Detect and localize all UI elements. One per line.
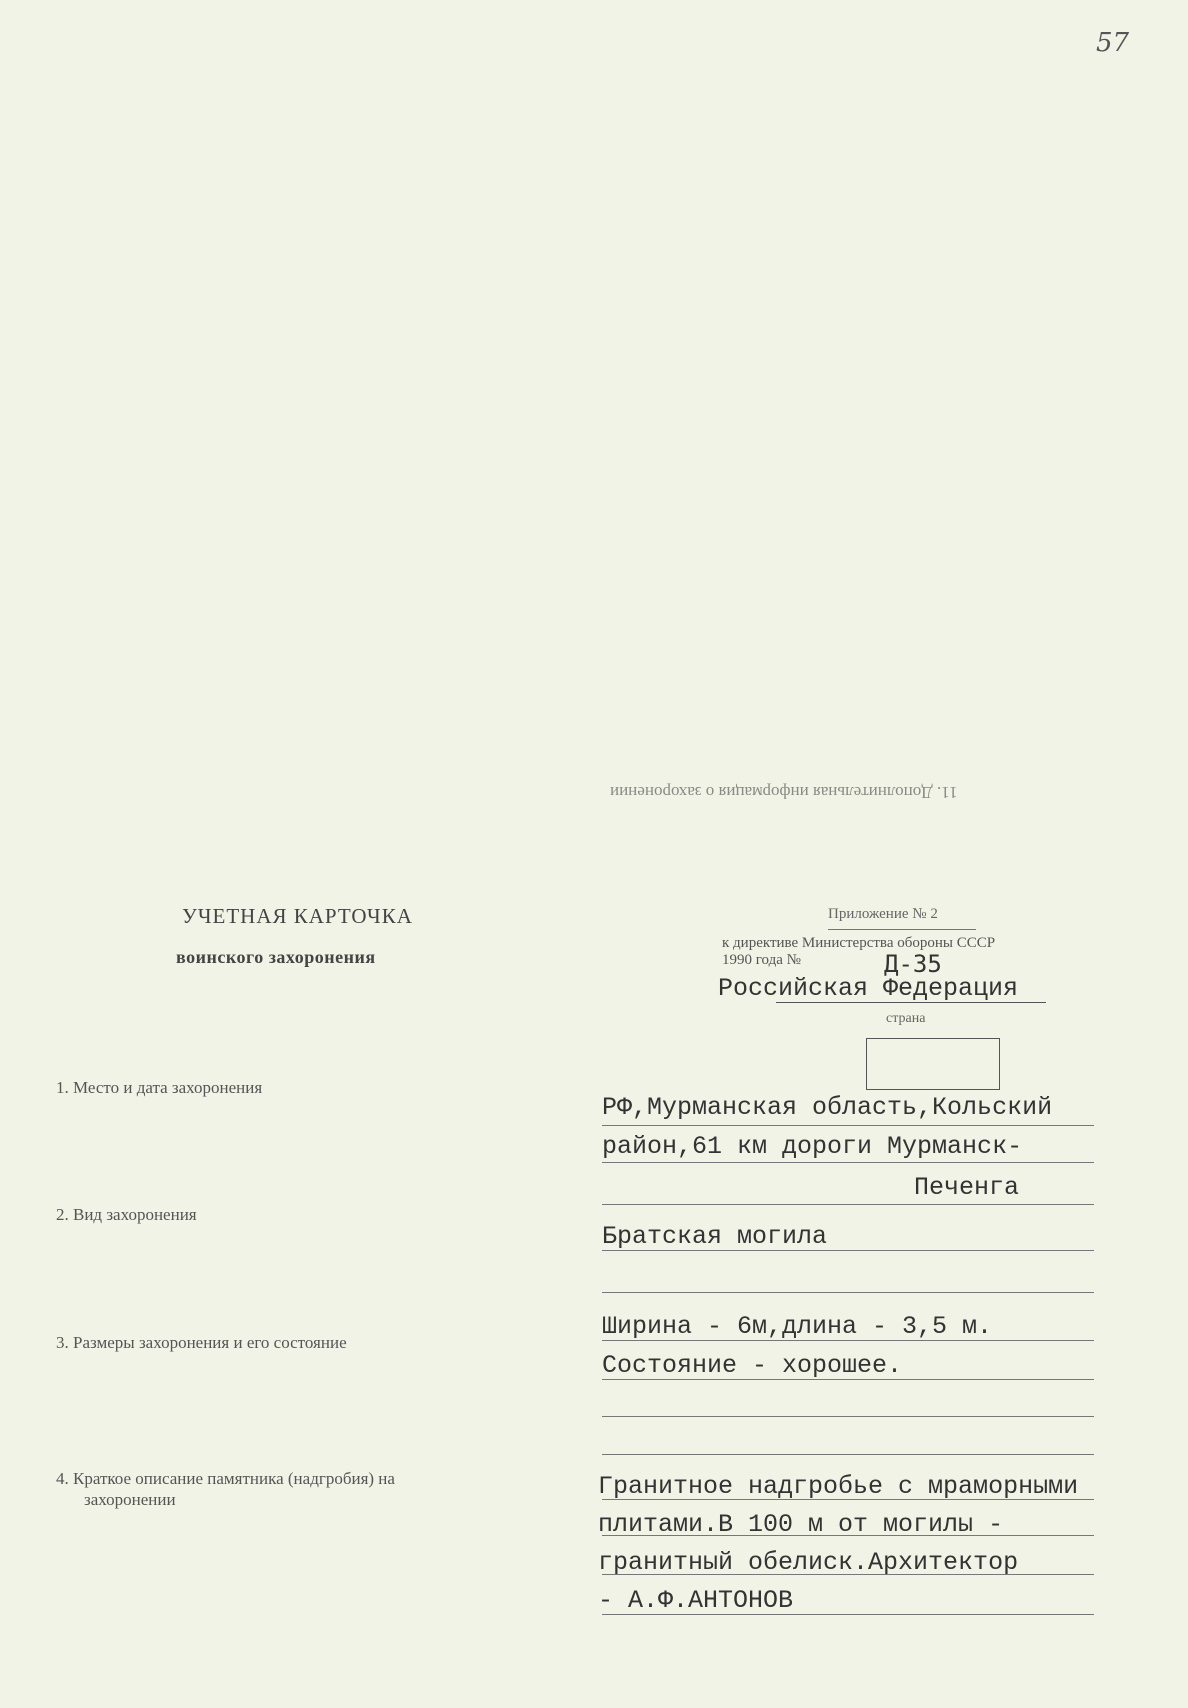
directive-number: Д-35 — [884, 950, 942, 978]
field-4-rule-3 — [602, 1574, 1094, 1575]
field-4-label-line-1: 4. Краткое описание памятника (надгробия) на — [56, 1469, 395, 1488]
card-title: УЧЕТНАЯ КАРТОЧКА — [182, 904, 413, 928]
card-subtitle: воинского захоронения — [176, 947, 376, 967]
field-4-line-4: - А.Ф.АНТОНОВ — [598, 1586, 794, 1615]
field-1-line-1: РФ,Мурманская область,Кольский — [602, 1093, 1053, 1122]
page-number: 57 — [1096, 28, 1130, 58]
field-3-line-2: Состояние - хорошее. — [602, 1351, 903, 1380]
country-caption: страна — [886, 1011, 926, 1026]
appendix-underline — [828, 929, 976, 930]
directive-line-2: 1990 года № — [722, 952, 801, 968]
country-underline — [776, 1002, 1046, 1003]
field-1-rule-1 — [602, 1125, 1094, 1126]
registration-box — [866, 1038, 1000, 1090]
field-1-rule-3 — [602, 1204, 1094, 1205]
field-1-line-3: Печенга — [914, 1173, 1020, 1202]
appendix-label: Приложение № 2 — [828, 906, 938, 922]
field-3-label: 3. Размеры захоронения и его состояние — [56, 1333, 347, 1352]
country-value: Российская Федерация — [718, 974, 1019, 1003]
field-3-rule-1 — [602, 1340, 1094, 1341]
field-3-rule-2 — [602, 1379, 1094, 1380]
field-2-rule-2 — [602, 1292, 1094, 1293]
field-4-rule-2 — [602, 1535, 1094, 1536]
field-2-label: 2. Вид захоронения — [56, 1205, 197, 1224]
field-1-rule-2 — [602, 1162, 1094, 1163]
field-1-line-2: район,61 км дороги Мурманск- — [602, 1132, 1023, 1161]
field-4-line-3: гранитный обелиск.Архитектор — [598, 1548, 1019, 1577]
field-1-label: 1. Место и дата захоронения — [56, 1078, 263, 1097]
field-3-line-1: Ширина - 6м,длина - 3,5 м. — [602, 1312, 993, 1341]
field-2-rule-1 — [602, 1250, 1094, 1251]
bleed-through-heading: 11. Дополнительная информация о захоронении — [610, 783, 958, 802]
field-3-rule-3 — [602, 1416, 1094, 1417]
field-2-line-1: Братская могила — [602, 1222, 828, 1251]
directive-line-1: к директиве Министерства обороны СССР — [722, 935, 996, 951]
field-4-label — [56, 1468, 556, 1510]
field-4-rule-4 — [602, 1614, 1094, 1615]
field-4-label-line-2: захоронении — [84, 1490, 176, 1509]
field-3-rule-4 — [602, 1454, 1094, 1455]
field-4-rule-1 — [602, 1499, 1094, 1500]
directive-text — [722, 935, 995, 969]
field-4-line-2: плитами.В 100 м от могилы - — [598, 1510, 1004, 1539]
field-4-line-1: Гранитное надгробье с мраморными — [598, 1472, 1079, 1501]
